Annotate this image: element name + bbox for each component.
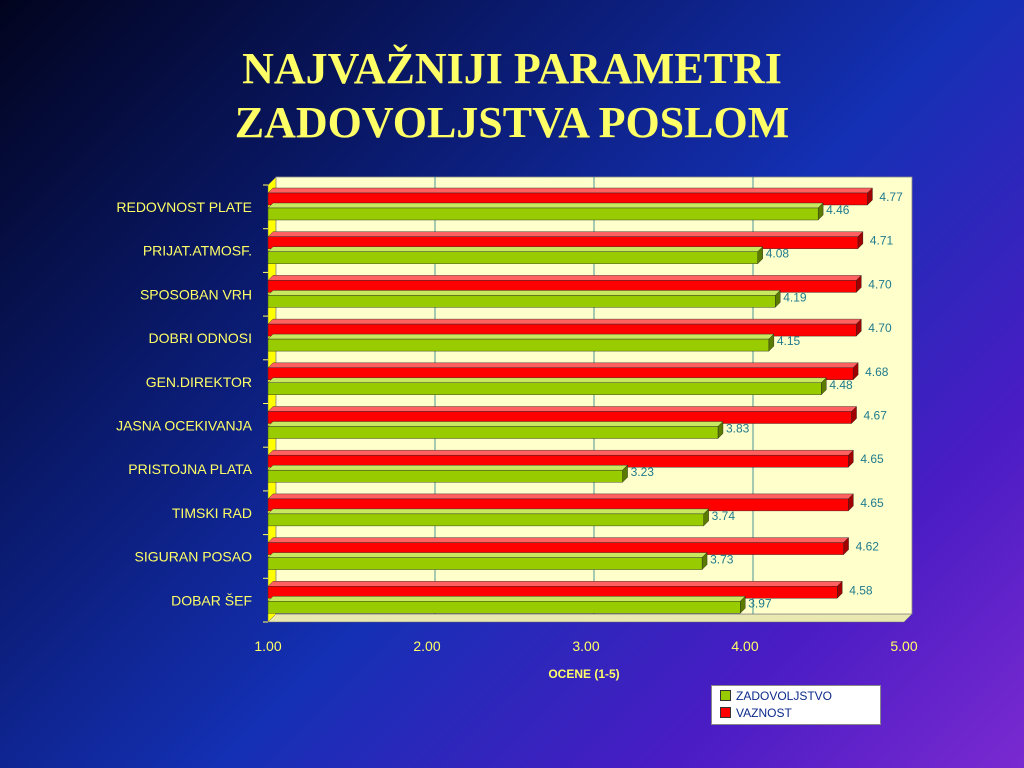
legend-label-zadovoljstvo: ZADOVOLJSTVO <box>736 689 833 703</box>
data-label-vaznost: 4.68 <box>865 364 889 379</box>
bar-zadovoljstvo-top <box>268 422 723 427</box>
x-tick-label: 2.00 <box>413 638 441 654</box>
bar-vaznost <box>268 494 853 511</box>
bar-vaznost-top <box>268 188 872 193</box>
data-label-vaznost: 4.58 <box>849 583 873 598</box>
category-label: TIMSKI RAD <box>171 504 252 521</box>
bar-vaznost <box>268 450 853 467</box>
x-tick-label: 5.00 <box>890 638 918 654</box>
legend-item-zadovoljstvo <box>720 688 832 704</box>
bar-vaznost <box>268 363 858 380</box>
data-label-vaznost: 4.71 <box>869 233 894 248</box>
x-axis-label: OCENE (1-5) <box>548 667 620 681</box>
bar-zadovoljstvo-top <box>268 465 628 470</box>
bar-zadovoljstvo-face <box>268 601 740 613</box>
data-label-zadovoljstvo: 4.08 <box>765 246 790 261</box>
x-tick-labels <box>254 638 917 654</box>
bar-vaznost <box>268 319 861 336</box>
bar-vaznost-top <box>268 494 853 499</box>
bar-vaznost-top <box>268 319 861 324</box>
bar-zadovoljstvo <box>268 203 823 220</box>
floor <box>268 614 912 622</box>
data-label-zadovoljstvo: 4.15 <box>776 334 801 349</box>
category-labels <box>116 199 253 608</box>
bar-vaznost-top <box>268 581 842 586</box>
bar-zadovoljstvo-top <box>268 378 826 383</box>
category-label: PRIJAT.ATMOSF. <box>142 242 252 259</box>
title-line-1: NAJVAŽNIJI PARAMETRI <box>242 44 782 93</box>
data-label-zadovoljstvo: 4.46 <box>826 203 850 217</box>
bar-zadovoljstvo-top <box>268 334 774 339</box>
data-label-zadovoljstvo: 4.48 <box>829 377 853 392</box>
bar-zadovoljstvo-top <box>268 553 707 558</box>
bar-zadovoljstvo-top <box>268 247 763 252</box>
bar-zadovoljstvo-face <box>268 383 821 395</box>
bar-vaznost-top <box>268 450 853 455</box>
bar-vaznost <box>268 275 861 292</box>
bar-zadovoljstvo <box>268 509 709 526</box>
bar-zadovoljstvo-face <box>268 339 769 351</box>
bar-zadovoljstvo-face <box>268 252 758 264</box>
data-label-vaznost: 4.67 <box>863 408 887 423</box>
data-label-vaznost: 4.77 <box>879 190 903 204</box>
legend <box>711 685 881 725</box>
bar-zadovoljstvo-top <box>268 203 823 208</box>
bar-zadovoljstvo <box>268 334 774 351</box>
bar-vaznost-top <box>268 407 857 412</box>
data-label-zadovoljstvo: 3.73 <box>710 552 734 567</box>
data-label-zadovoljstvo: 3.97 <box>748 596 772 611</box>
legend-label-vaznost: VAZNOST <box>736 706 792 720</box>
bar-zadovoljstvo <box>268 596 745 613</box>
category-label: JASNA OCEKIVANJA <box>116 417 252 434</box>
bar-zadovoljstvo-face <box>268 427 718 439</box>
category-label: REDOVNOST PLATE <box>116 199 252 215</box>
bar-zadovoljstvo <box>268 247 763 264</box>
legend-item-vaznost <box>720 705 792 721</box>
category-label: DOBRI ODNOSI <box>148 330 252 347</box>
bar-zadovoljstvo-face <box>268 208 818 220</box>
data-label-vaznost: 4.65 <box>860 452 884 467</box>
category-label: SIGURAN POSAO <box>134 548 252 565</box>
bar-zadovoljstvo <box>268 465 628 482</box>
data-label-zadovoljstvo: 3.74 <box>711 508 736 523</box>
data-label-vaznost: 4.70 <box>868 277 892 292</box>
bar-zadovoljstvo-top <box>268 596 745 601</box>
bar-zadovoljstvo <box>268 553 707 570</box>
data-label-vaznost: 4.62 <box>855 539 879 554</box>
data-label-vaznost: 4.70 <box>868 321 892 336</box>
data-label-vaznost: 4.65 <box>860 495 884 510</box>
category-label: DOBAR ŠEF <box>171 592 252 609</box>
bar-vaznost-top <box>268 363 858 368</box>
bar-zadovoljstvo-face <box>268 470 623 482</box>
bar-zadovoljstvo <box>268 378 826 395</box>
title-line-2: ZADOVOLJSTVA POSLOM <box>234 98 790 147</box>
bar-zadovoljstvo-top <box>268 290 780 295</box>
bar-vaznost <box>268 188 872 205</box>
bar-vaznost <box>268 407 857 424</box>
category-label: GEN.DIREKTOR <box>145 373 252 390</box>
category-label: SPOSOBAN VRH <box>139 286 252 303</box>
x-tick-label: 4.00 <box>731 638 759 654</box>
data-label-zadovoljstvo: 3.23 <box>630 465 654 480</box>
category-label: PRISTOJNA PLATA <box>128 461 252 478</box>
bar-zadovoljstvo-top <box>268 509 709 514</box>
bar-zadovoljstvo <box>268 290 780 307</box>
data-label-zadovoljstvo: 3.83 <box>725 421 750 436</box>
bar-vaznost-top <box>268 232 863 237</box>
legend-swatch-zadovoljstvo <box>720 690 731 701</box>
x-tick-label: 3.00 <box>572 638 600 654</box>
bar-zadovoljstvo-face <box>268 558 702 570</box>
bar-vaznost-top <box>268 538 849 543</box>
data-label-zadovoljstvo: 4.19 <box>783 290 807 305</box>
legend-swatch-vaznost <box>720 707 731 718</box>
bar-zadovoljstvo <box>268 422 723 439</box>
bar-vaznost-top <box>268 275 861 280</box>
x-tick-label: 1.00 <box>254 638 282 654</box>
bar-vaznost <box>268 538 849 555</box>
bar-zadovoljstvo-face <box>268 514 704 526</box>
bar-zadovoljstvo-face <box>268 295 775 307</box>
